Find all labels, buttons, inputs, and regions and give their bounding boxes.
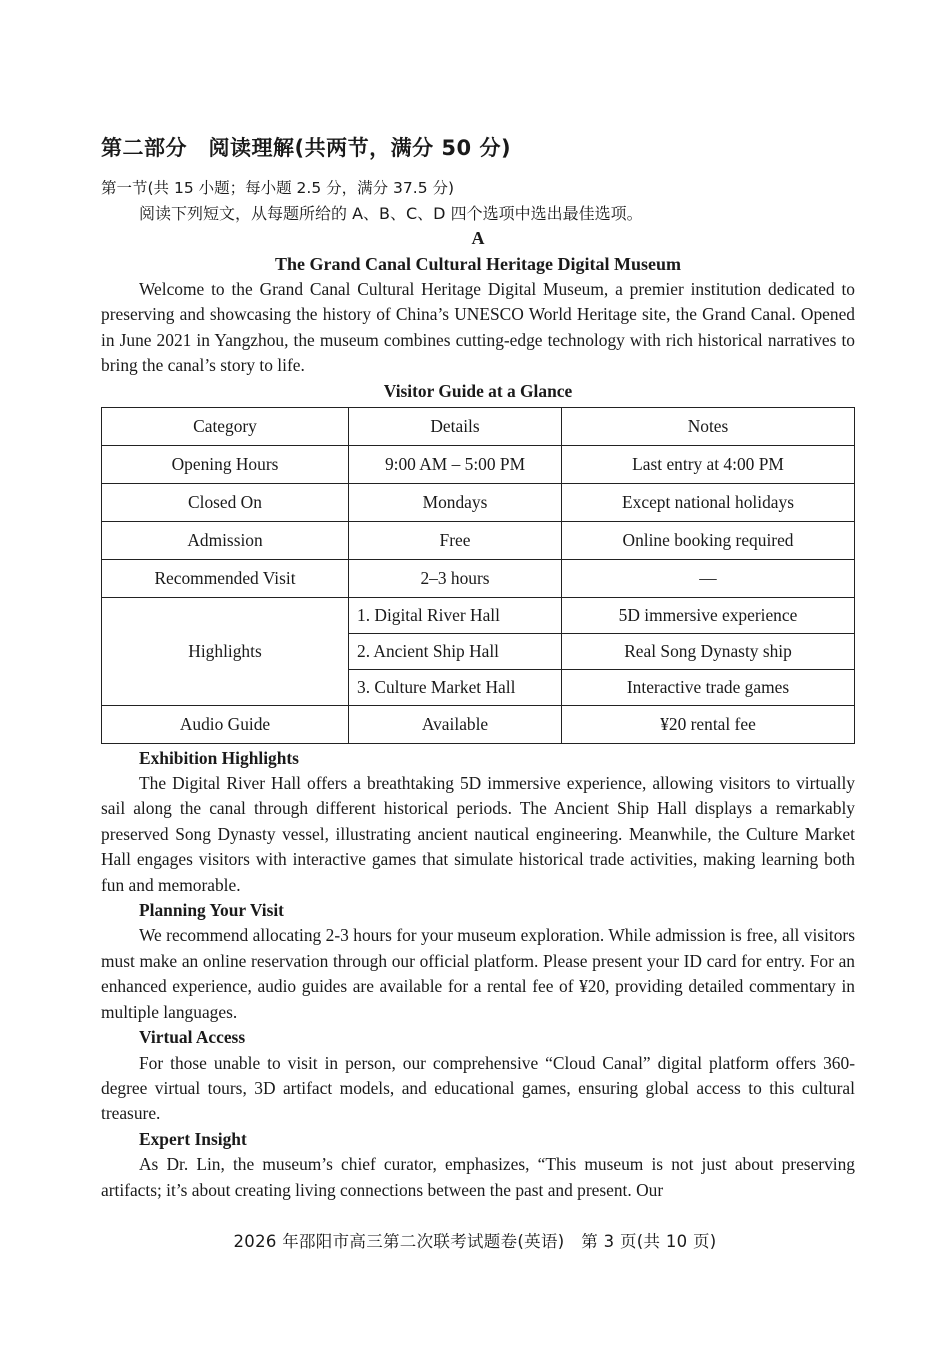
header-cell: Notes [562, 407, 855, 445]
table-cell: 2–3 hours [349, 559, 562, 597]
exam-page [101, 132, 855, 1203]
table-row [102, 445, 855, 483]
table-cell: Audio Guide [102, 705, 349, 743]
intro-paragraph: Welcome to the Grand Canal Cultural Heritage Digital Museum, a premier institution dedicated to preserving and showcasing the history of China’s UNESCO World Heritage site, the Grand Canal. Opened in June 2021 in Yangzhou, the museum combines cutting-edge technology with rich historical narratives to bring the canal’s story to life. [101, 279, 855, 376]
table-cell: 3. Culture Market Hall [349, 669, 562, 705]
table-cell: Mondays [349, 483, 562, 521]
visitor-guide-table [101, 407, 855, 744]
section-paragraph: As Dr. Lin, the museum’s chief curator, emphasizes, “This museum is not just about preserving artifacts; it’s about creating living connections between the past and present. Our [101, 1154, 855, 1200]
header-cell: Details [349, 407, 562, 445]
table-cell: Real Song Dynasty ship [562, 633, 855, 669]
header-cell: Category [102, 407, 349, 445]
table-cell: Last entry at 4:00 PM [562, 445, 855, 483]
section-heading: Exhibition Highlights [139, 747, 299, 768]
section-heading: Planning Your Visit [139, 900, 284, 921]
table-cell: 9:00 AM – 5:00 PM [349, 445, 562, 483]
table-cell: Recommended Visit [102, 559, 349, 597]
table-cell: Closed On [102, 483, 349, 521]
table-cell: Available [349, 705, 562, 743]
table-cell: 5D immersive experience [562, 597, 855, 633]
table-cell: Interactive trade games [562, 669, 855, 705]
article-title: The Grand Canal Cultural Heritage Digital Museum [275, 254, 681, 274]
table-row [102, 521, 855, 559]
part-title: 第二部分 阅读理解(共两节，满分 50 分) [101, 136, 512, 160]
table-cell: — [562, 559, 855, 597]
section-paragraph: We recommend allocating 2-3 hours for your museum exploration. While admission is free, all visitors must make an online reservation through our official platform. Please present your ID card for entry. For an enhanced experience, audio guides are available for a rental fee of ¥20, providing detailed commentary in multiple languages. [101, 925, 855, 1022]
table-title: Visitor Guide at a Glance [383, 380, 573, 401]
section-paragraph: The Digital River Hall offers a breathtaking 5D immersive experience, allowing visitors to virtually sail along the canal through different historical periods. The Ancient Ship Hall displays a remarkably preserved Song Dynasty vessel, illustrating ancient nautical engineering. Meanwhile, the Culture Market Hall engages visitors with interactive games that simulate historical trade activities, making learning both fun and memorable. [101, 773, 855, 895]
table-cell: Online booking required [562, 521, 855, 559]
section-heading: Virtual Access [139, 1027, 246, 1048]
table-row [102, 559, 855, 597]
table-cell: Free [349, 521, 562, 559]
table-row-highlights [102, 597, 855, 633]
table-cell-highlights: Highlights [102, 597, 349, 705]
table-cell: 2. Ancient Ship Hall [349, 633, 562, 669]
directions: 阅读下列短文，从每题所给的 A、B、C、D 四个选项中选出最佳选项。 [139, 204, 643, 223]
passage-letter: A [471, 228, 485, 248]
section-heading: Expert Insight [139, 1128, 247, 1149]
table-header-row [102, 407, 855, 445]
table-row [102, 483, 855, 521]
table-cell: 1. Digital River Hall [349, 597, 562, 633]
table-cell: Opening Hours [102, 445, 349, 483]
page-footer: 2026 年邵阳市高三第二次联考试题卷(英语) 第 3 页(共 10 页) [233, 1232, 717, 1251]
section-paragraph: For those unable to visit in person, our comprehensive “Cloud Canal” digital platform offers 360-degree virtual tours, 3D artifact models, and educational games, ensuring global access to this cultural treasure. [101, 1052, 855, 1124]
table-row [102, 705, 855, 743]
table-cell: ¥20 rental fee [562, 705, 855, 743]
section-title: 第一节(共 15 小题；每小题 2.5 分，满分 37.5 分) [101, 179, 455, 197]
table-cell: Except national holidays [562, 483, 855, 521]
table-cell: Admission [102, 521, 349, 559]
